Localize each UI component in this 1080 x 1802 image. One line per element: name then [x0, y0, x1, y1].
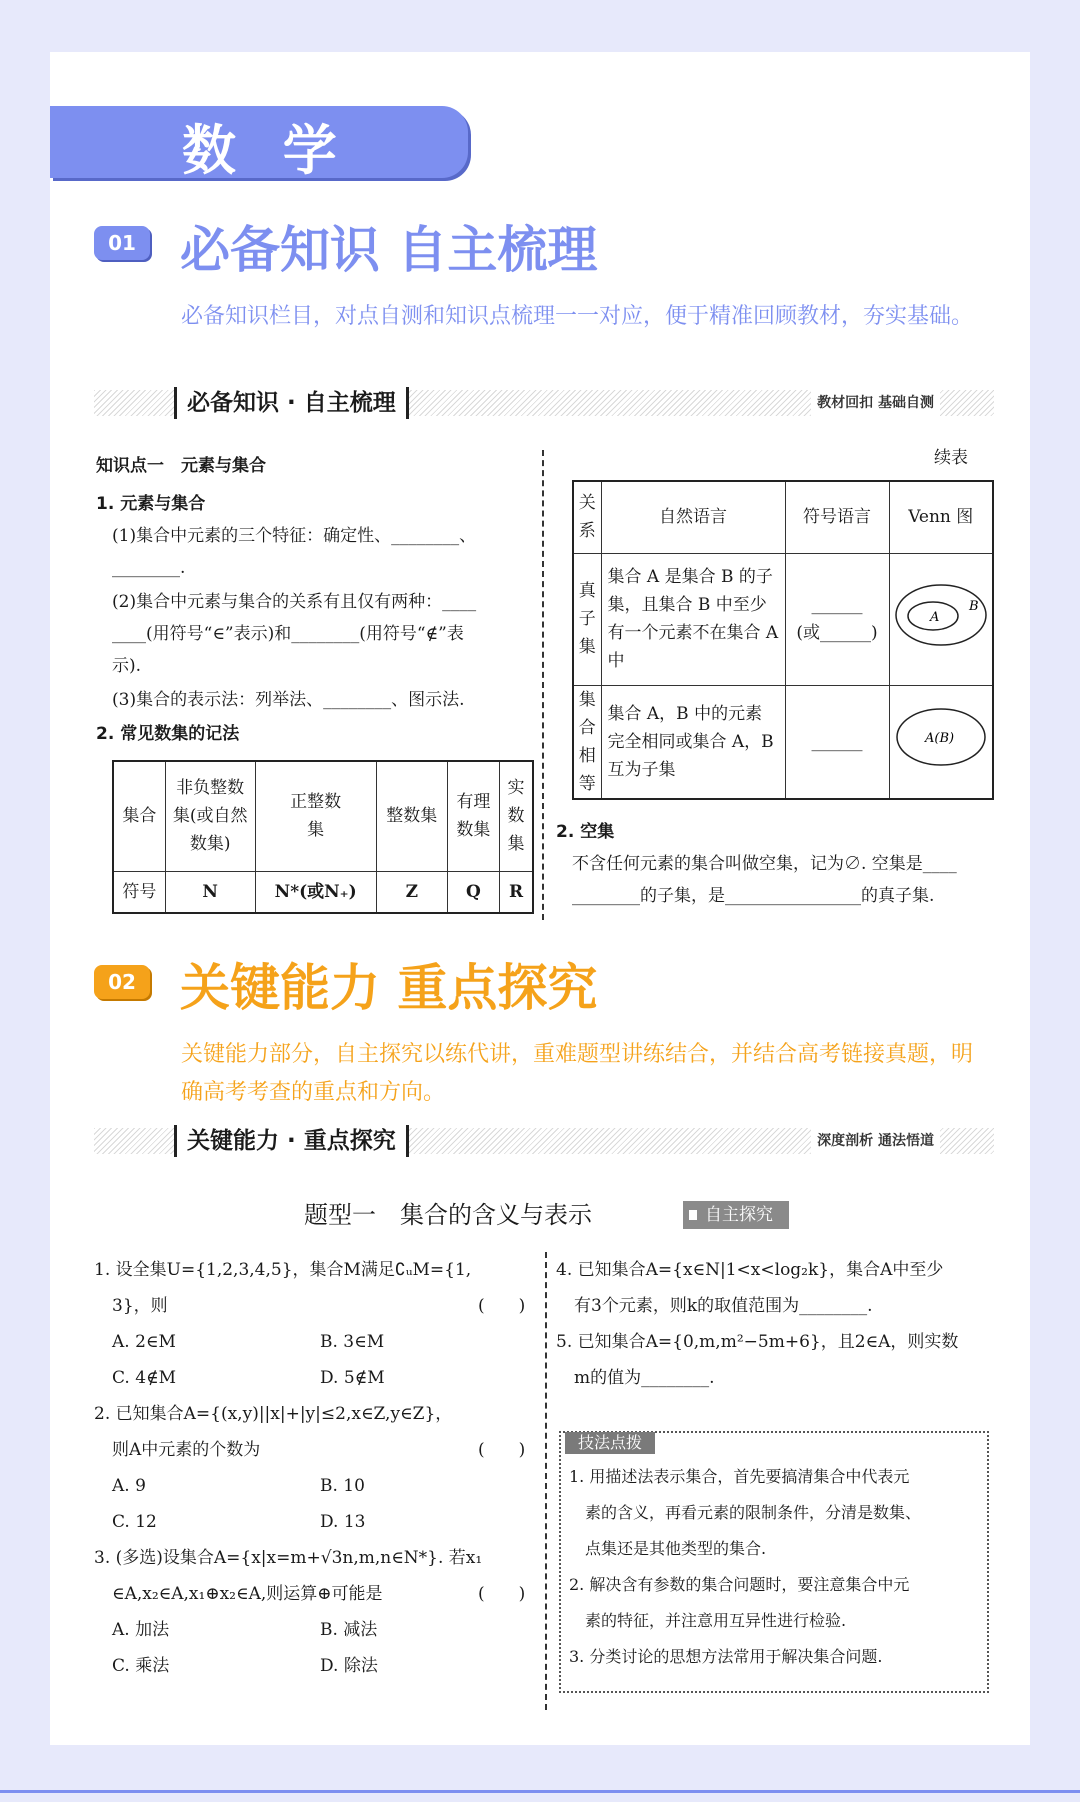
q5-line-2: m的值为________.: [574, 1368, 715, 1388]
q3-option-c: C. 乘法: [112, 1656, 170, 1676]
knowledge-p2c: 示).: [112, 656, 142, 676]
numsets-cell: 非负整数集(或自然数集): [165, 761, 255, 871]
venn-label-b: B: [968, 598, 979, 614]
q3-answer-bracket: ( ): [478, 1584, 526, 1604]
relation-table: [572, 480, 994, 800]
tip-line: 素的含义，再看元素的限制条件，分清是数集、: [585, 1503, 922, 1522]
q2-option-d: D. 13: [320, 1512, 366, 1532]
knowledge-heading-1: 1. 元素与集合: [96, 494, 206, 514]
section-01-badge: 01: [94, 226, 150, 260]
relation-text-proper-subset: 集合 A 是集合 B 的子集，且集合 B 中至少有一个元素不在集合 A 中: [601, 553, 785, 685]
problem-type-title: 题型一 集合的含义与表示: [304, 1201, 592, 1229]
venn-equal: [889, 685, 993, 799]
tip-line: 3. 分类讨论的思想方法常用于解决集合问题.: [569, 1647, 883, 1666]
q3-option-a: A. 加法: [112, 1620, 170, 1640]
tips-box: [559, 1431, 989, 1693]
q1-option-c: C. 4∉M: [112, 1368, 177, 1388]
numsets-cell: R: [500, 871, 533, 913]
relation-header: 符号语言: [785, 481, 889, 553]
q4-line-1: 4. 已知集合A={x∈N|1<x<log₂k}，集合A中至少: [556, 1260, 944, 1280]
relation-header: 关系: [573, 481, 601, 553]
knowledge-heading-empty-set: 2. 空集: [556, 822, 615, 842]
self-explore-tag: [683, 1201, 789, 1229]
numsets-cell: Q: [447, 871, 499, 913]
relation-symbol-equal: ______: [785, 685, 889, 799]
empty-set-line-2: ________的子集，是________________的真子集.: [572, 886, 935, 906]
relation-header: Venn 图: [889, 481, 993, 553]
tag-square-icon: [689, 1210, 697, 1220]
section-01-bar-title: 必备知识 · 自主梳理: [174, 387, 409, 419]
q5-line-1: 5. 已知集合A={0,m,m²−5m+6}，且2∈A，则实数: [556, 1332, 959, 1352]
problems-column-divider: [545, 1252, 547, 1710]
number-sets-table: [112, 760, 534, 914]
tips-tag: 技法点拨: [565, 1432, 655, 1454]
venn-label-a: A: [929, 609, 940, 625]
section-01-header-bar: [94, 390, 994, 416]
subject-title: 数 学: [182, 119, 351, 182]
numsets-cell: 有理数集: [447, 761, 499, 871]
tip-line: 1. 用描述法表示集合，首先要搞清集合中代表元: [569, 1467, 910, 1486]
q3-option-b: B. 减法: [320, 1620, 378, 1640]
q3-option-d: D. 除法: [320, 1656, 378, 1676]
relation-name-proper-subset: 真子集: [573, 553, 601, 685]
q1-option-a: A. 2∈M: [112, 1332, 176, 1352]
q1-line-2: 3}，则: [112, 1296, 168, 1316]
numsets-cell: 正整数集: [255, 761, 376, 871]
q2-line-1: 2. 已知集合A={(x,y)||x|+|y|≤2,x∈Z,y∈Z}，: [94, 1404, 453, 1424]
self-explore-tag-label: 自主探究: [705, 1205, 773, 1225]
q2-answer-bracket: ( ): [478, 1440, 526, 1460]
q2-line-2: 则A中元素的个数为: [112, 1440, 261, 1460]
section-01-bar-right: 教材回扣 基础自测: [811, 390, 940, 416]
page: [50, 52, 1030, 1745]
empty-set-line-1: 不含任何元素的集合叫做空集，记为∅. 空集是____: [572, 854, 957, 874]
numsets-cell: 整数集: [376, 761, 447, 871]
q1-line-1: 1. 设全集U={1,2,3,4,5}，集合M满足∁ᵤM={1,: [94, 1260, 472, 1280]
q1-option-b: B. 3∈M: [320, 1332, 385, 1352]
numsets-cell: 符号: [113, 871, 165, 913]
q3-line-1: 3. (多选)设集合A={x|x=m+√3n,m,n∈N*}. 若x₁: [94, 1548, 483, 1568]
column-divider: [542, 450, 544, 920]
knowledge-p1a: (1)集合中元素的三个特征：确定性、________、: [112, 526, 477, 546]
relation-header: 自然语言: [601, 481, 785, 553]
knowledge-p2a: (2)集合中元素与集合的关系有且仅有两种：____: [112, 592, 477, 612]
section-01-description: 必备知识栏目，对点自测和知识点梳理一一对应，便于精准回顾教材，夯实基础。: [181, 304, 974, 329]
section-01-title: 必备知识 自主梳理: [180, 221, 598, 279]
venn-label-ab: A(B): [924, 731, 954, 746]
q2-option-a: A. 9: [112, 1476, 146, 1496]
q1-option-d: D. 5∉M: [320, 1368, 385, 1388]
venn-proper-subset: [889, 553, 993, 685]
section-02-badge: 02: [94, 965, 150, 999]
relation-symbol-alt: (或______): [796, 623, 878, 643]
numsets-cell: N*(或N₊): [255, 871, 376, 913]
knowledge-point-title: 知识点一 元素与集合: [96, 456, 266, 476]
continued-table-label: 续表: [934, 448, 968, 468]
knowledge-heading-2: 2. 常见数集的记法: [96, 724, 240, 744]
relation-symbol-proper-subset: [785, 553, 889, 685]
venn-diagram-proper-subset: [893, 580, 989, 650]
q2-option-b: B. 10: [320, 1476, 365, 1496]
numsets-cell: 集合: [113, 761, 165, 871]
q1-answer-bracket: ( ): [478, 1296, 526, 1316]
bottom-accent-line: [0, 1790, 1080, 1793]
venn-diagram-equal: [893, 705, 989, 769]
q2-option-c: C. 12: [112, 1512, 157, 1532]
relation-text-equal: 集合 A，B 中的元素完全相同或集合 A，B 互为子集: [601, 685, 785, 799]
relation-symbol-blank: ______: [811, 595, 863, 615]
relation-name-equal: 集合相等: [573, 685, 601, 799]
section-02-bar-title: 关键能力 · 重点探究: [174, 1125, 409, 1157]
knowledge-p1b: ________.: [112, 558, 186, 578]
numsets-cell: N: [165, 871, 255, 913]
section-02-title: 关键能力 重点探究: [180, 959, 598, 1017]
subject-banner: [50, 106, 468, 182]
knowledge-p2b: ____(用符号“∈”表示)和________(用符号“∉”表: [112, 624, 464, 644]
section-02-header-bar: [94, 1128, 994, 1154]
q3-line-2: ∈A,x₂∈A,x₁⊕x₂∈A,则运算⊕可能是: [112, 1584, 383, 1604]
numsets-cell: Z: [376, 871, 447, 913]
tip-line: 素的特征，并注意用互异性进行检验.: [585, 1611, 847, 1630]
numsets-cell: 实数集: [500, 761, 533, 871]
section-02-bar-right: 深度剖析 通法悟道: [811, 1128, 940, 1154]
tip-line: 2. 解决含有参数的集合问题时，要注意集合中元: [569, 1575, 910, 1594]
section-02-description: 关键能力部分，自主探究以练代讲，重难题型讲练结合，并结合高考链接真题，明确高考考查的重点和方向。: [181, 1042, 974, 1105]
tip-line: 点集还是其他类型的集合.: [585, 1539, 767, 1558]
knowledge-p3: (3)集合的表示法：列举法、________、图示法.: [112, 690, 465, 710]
q4-line-2: 有3个元素，则k的取值范围为________.: [574, 1296, 873, 1316]
